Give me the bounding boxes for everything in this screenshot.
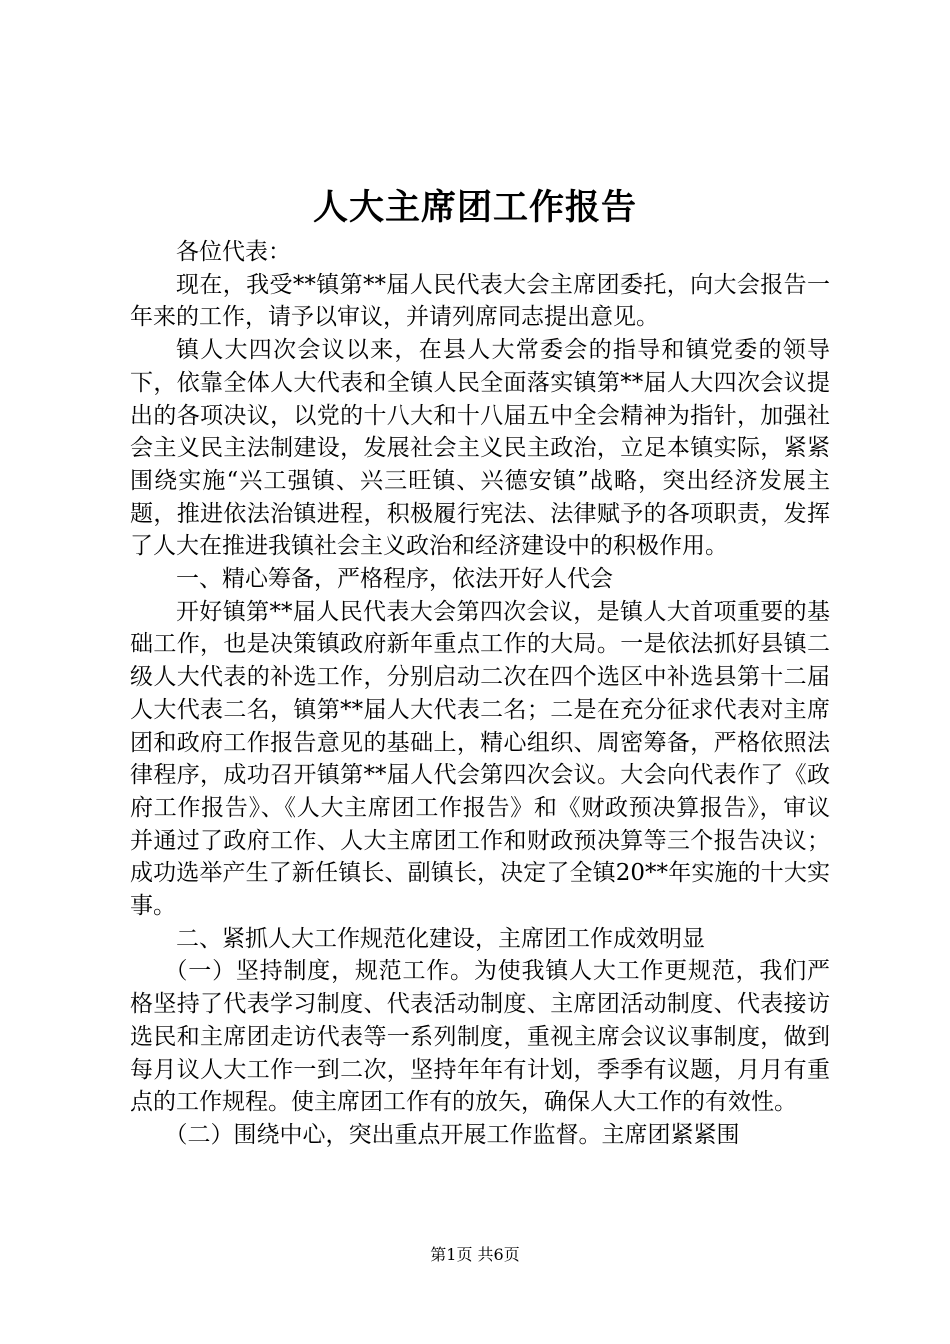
intro-paragraph: 现在，我受**镇第**届人民代表大会主席团委托，向大会报告一年来的工作，请予以审议，并请列席同志提出意见。: [130, 271, 830, 331]
page-number-footer: 第1页 共6页: [430, 1245, 520, 1264]
section-1-paragraph: 开好镇第**届人民代表大会第四次会议，是镇人大首项重要的基础工作，也是决策镇政府新年重点工作的大局。一是依法抓好县镇二级人大代表的补选工作，分别启动二次在四个选区中补选县第十二届人大代表二名，镇第**届人大代表二名；二是在充分征求代表对主席团和政府工作报告意见的基础上，精心组织、周密筹备，严格依照法律程序，成功召开镇第**届人代会第四次会议。大会向代表作了《政府工作报告》、《人大主席团工作报告》和《财政预决算报告》，审议并通过了政府工作、人大主席团工作和财政预决算等三个报告决议；成功选举产生了新任镇长、副镇长，决定了全镇20**年实施的十大实事。: [130, 598, 830, 920]
subsection-1-paragraph: （一）坚持制度，规范工作。为使我镇人大工作更规范，我们严格坚持了代表学习制度、代表活动制度、主席团活动制度、代表接访选民和主席团走访代表等一系列制度，重视主席会议议事制度，做到每月议人大工作一到二次，坚持年年有计划，季季有议题，月月有重点的工作规程。使主席团工作有的放矢，确保人大工作的有效性。: [130, 958, 830, 1116]
section-heading-1: 一、精心筹备，严格程序，依法开好人代会: [176, 566, 613, 593]
document-body: [130, 236, 830, 1152]
subsection-2-paragraph: （二）围绕中心，突出重点开展工作监督。主席团紧紧围: [164, 1121, 740, 1148]
summary-paragraph: 镇人大四次会议以来，在县人大常委会的指导和镇党委的领导下，依靠全体人大代表和全镇人民全面落实镇第**届人大四次会议提出的各项决议，以党的十八大和十八届五中全会精神为指针，加强社会主义民主法制建设，发展社会主义民主政治，立足本镇实际，紧紧围绕实施“兴工强镇、兴三旺镇、兴德安镇”战略，突出经济发展主题，推进依法治镇进程，积极履行宪法、法律赋予的各项职责，发挥了人大在推进我镇社会主义政治和经济建设中的积极作用。: [130, 337, 830, 560]
document-title: 人大主席团工作报告: [312, 187, 637, 228]
section-heading-2: 二、紧抓人大工作规范化建设，主席团工作成效明显: [176, 925, 705, 952]
greeting-paragraph: 各位代表：: [176, 239, 291, 265]
